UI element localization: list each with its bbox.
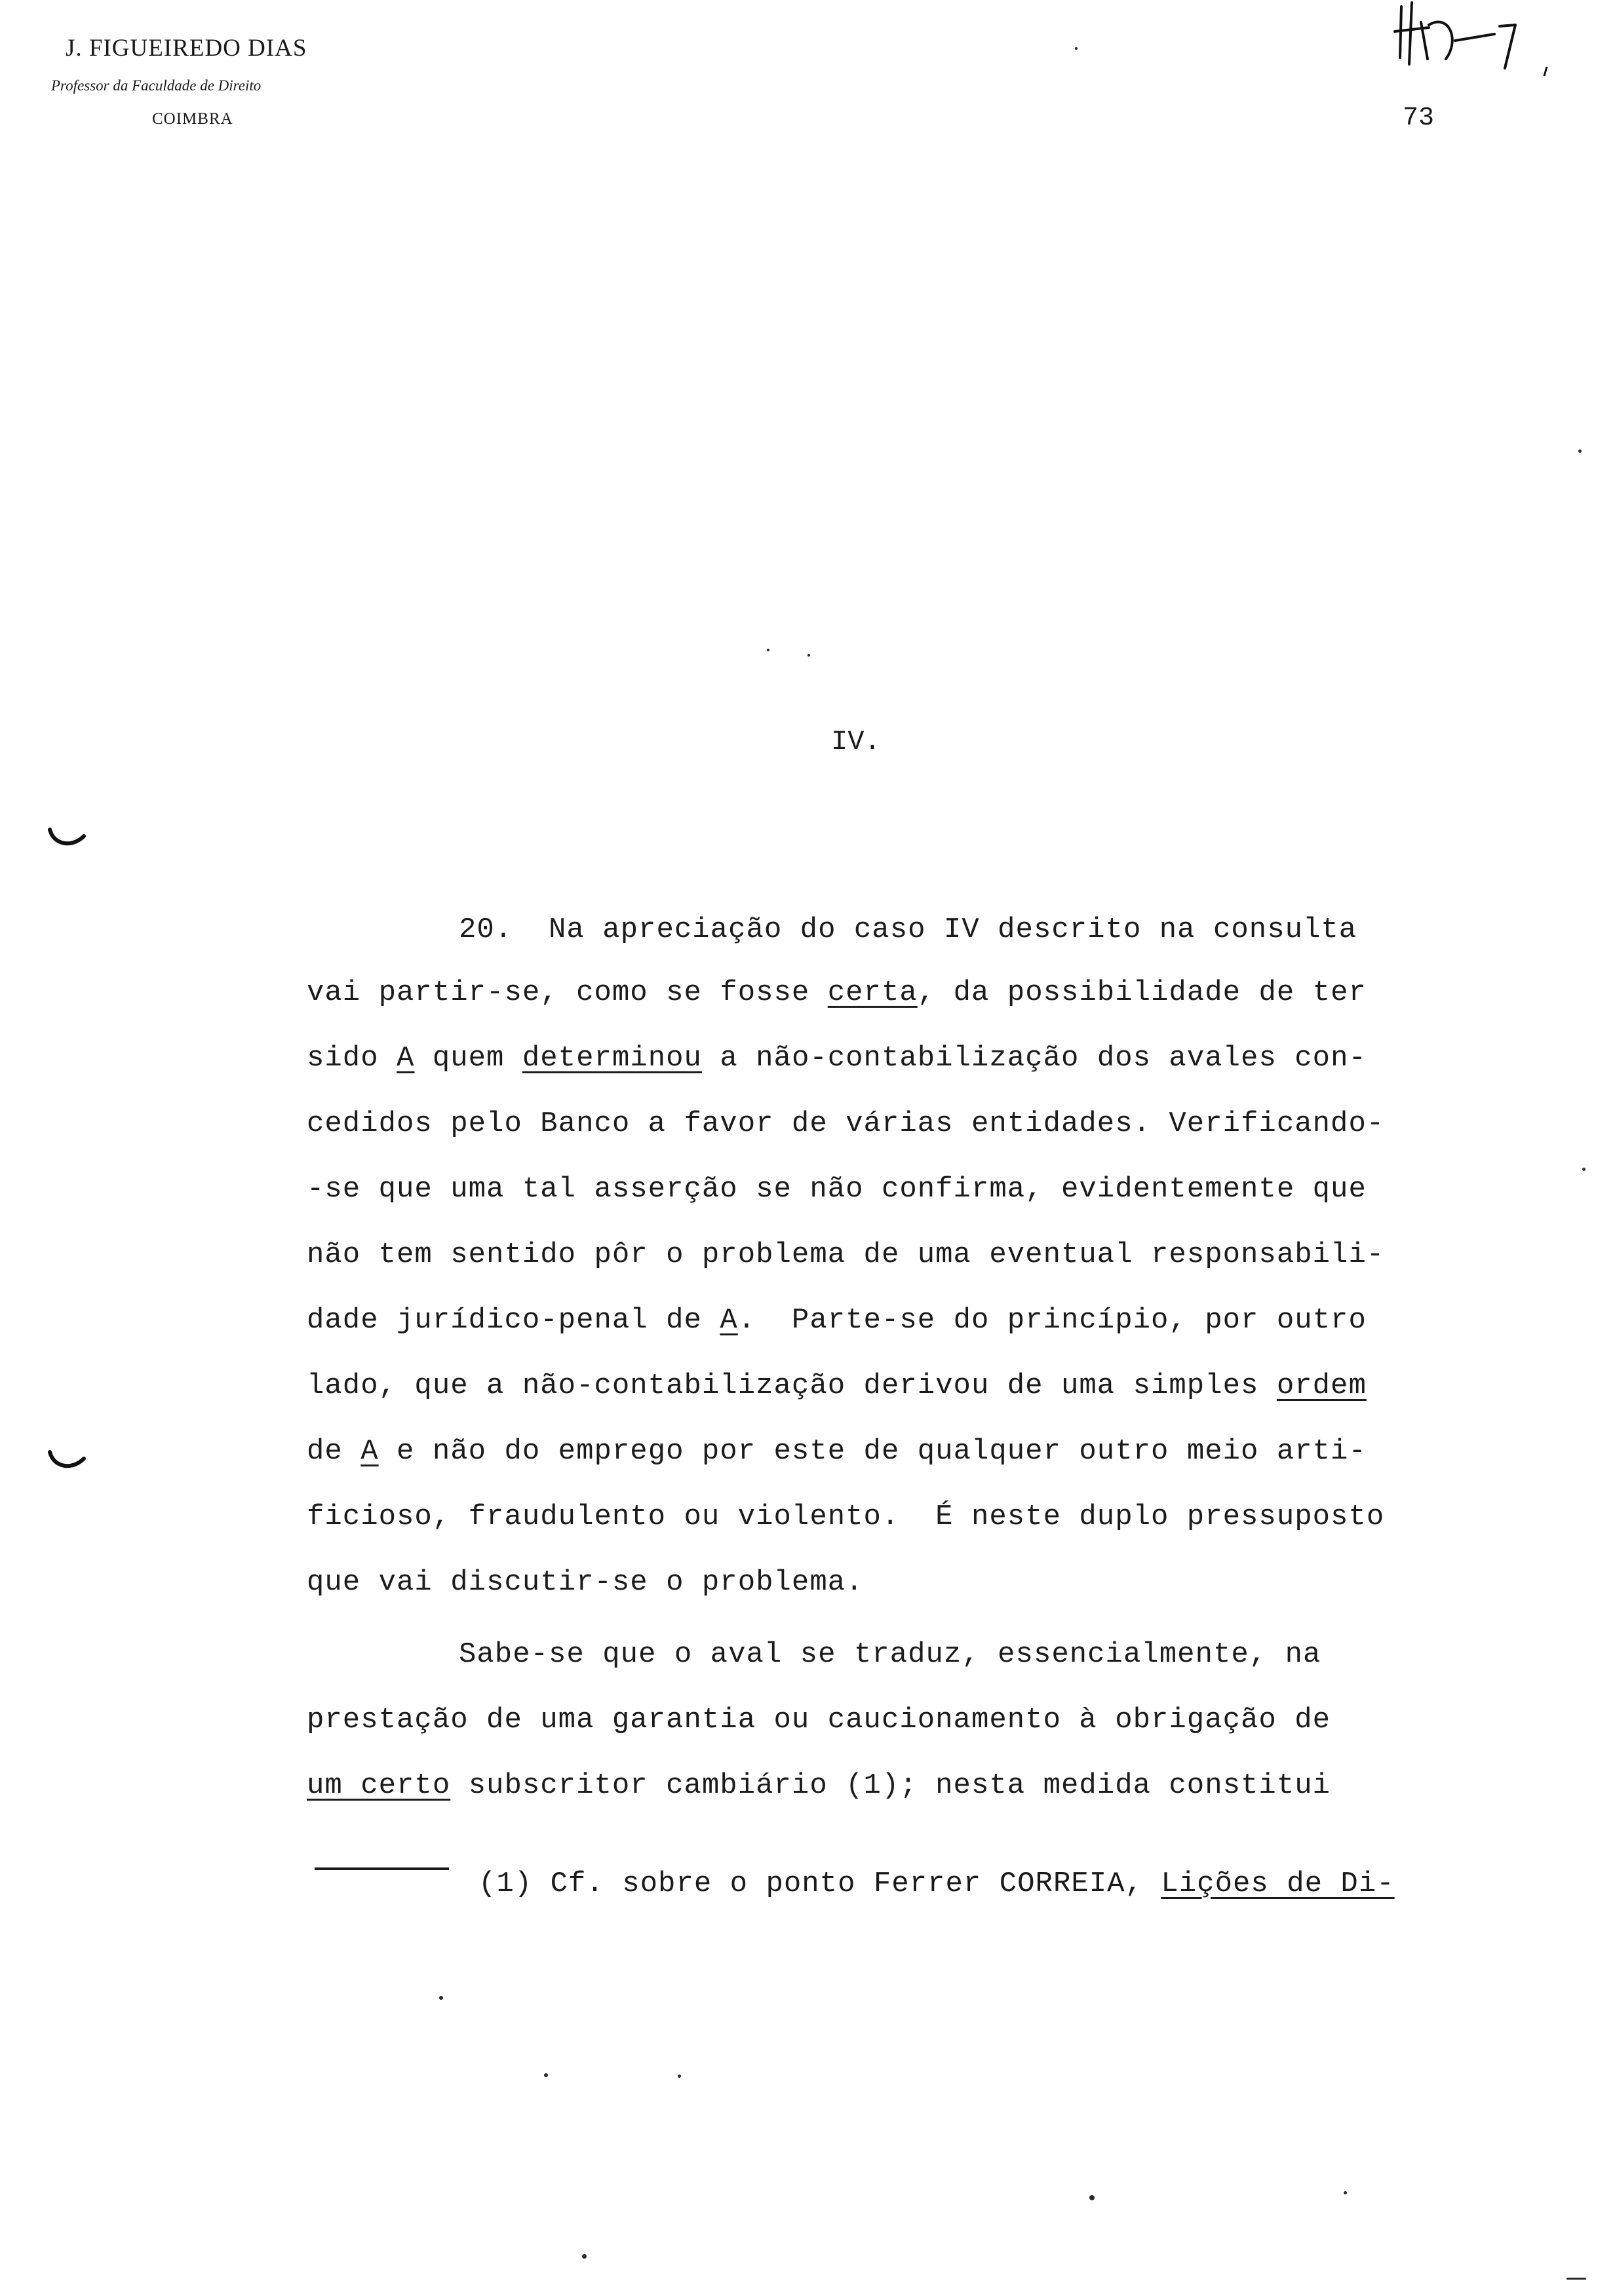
body-line-5: -se que uma tal asserção se não confirma, evidentemente que — [307, 1173, 1367, 1206]
letterhead-role: Professor da Faculdade de Direito — [51, 77, 262, 94]
footnote: (1) Cf. sobre o ponto Ferrer CORREIA, Lições de Di- — [478, 1867, 1395, 1900]
underlined-word: A — [360, 1435, 379, 1468]
body-line-11: que vai discutir-se o problema. — [307, 1566, 864, 1599]
speck — [767, 649, 769, 651]
underlined-word: A — [397, 1042, 415, 1075]
speck — [1075, 47, 1078, 50]
speck — [439, 1996, 443, 2000]
letterhead-name: J. FIGUEIREDO DIAS — [66, 35, 307, 62]
body-line-10: ficioso, fraudulento ou violento. É neste duplo pressuposto — [307, 1501, 1385, 1533]
speck — [1566, 2278, 1586, 2280]
speck — [1578, 450, 1582, 453]
underlined-word: certa — [827, 976, 918, 1009]
underlined-word: ordem — [1276, 1369, 1367, 1402]
body-line-2: vai partir-se, como se fosse certa, da possibilidade de ter — [307, 976, 1367, 1009]
underlined-word: Lições de Di- — [1161, 1867, 1395, 1900]
speck — [1582, 1168, 1586, 1171]
body-line-3: sido A quem determinou a não-contabilização dos avales con- — [307, 1042, 1367, 1075]
underlined-word: um certo — [307, 1769, 451, 1802]
body-line-7: dade jurídico-penal de A. Parte-se do princípio, por outro — [307, 1304, 1367, 1337]
speck — [808, 654, 810, 657]
speck — [1344, 2191, 1347, 2194]
speck — [544, 2073, 548, 2077]
punch-hole-mark — [47, 826, 87, 852]
body-line-13: prestação de uma garantia ou caucionamento à obrigação de — [307, 1704, 1331, 1736]
body-line-6: não tem sentido pôr o problema de uma eventual responsabili- — [307, 1238, 1385, 1271]
body-line-14: um certo subscritor cambiário (1); nesta medida constitui — [307, 1769, 1331, 1802]
page-number: 73 — [1403, 104, 1435, 133]
body-line-9: de A e não do emprego por este de qualquer outro meio arti- — [307, 1435, 1367, 1468]
body-line-1: 20. Na apreciação do caso IV descrito na consulta — [459, 913, 1357, 946]
handwritten-signature — [1390, 0, 1553, 79]
speck — [582, 2254, 587, 2259]
underlined-word: A — [720, 1304, 738, 1337]
footnote-separator — [315, 1867, 449, 1870]
section-heading: IV. — [831, 726, 881, 757]
body-line-12: Sabe-se que o aval se traduz, essencialmente, na — [459, 1638, 1321, 1671]
letterhead-city: COIMBRA — [152, 110, 233, 128]
speck — [678, 2075, 681, 2078]
body-line-4: cedidos pelo Banco a favor de várias entidades. Verificando- — [307, 1107, 1385, 1140]
punch-hole-mark — [47, 1448, 87, 1474]
speck — [1089, 2195, 1095, 2200]
underlined-word: determinou — [522, 1042, 702, 1075]
body-line-8: lado, que a não-contabilização derivou de uma simples ordem — [307, 1369, 1367, 1402]
